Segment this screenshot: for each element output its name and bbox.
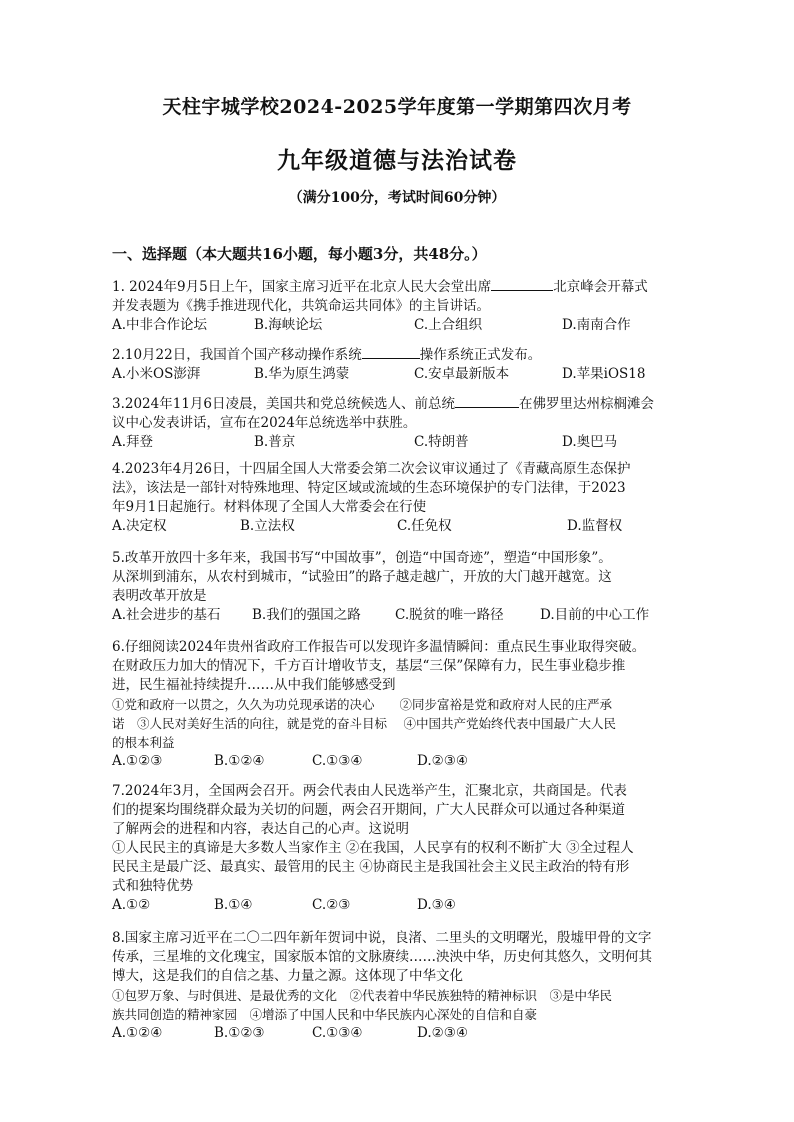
question-4 bbox=[112, 460, 692, 536]
question-6-stem: 6.仔细阅读2024年贵州省政府工作报告可以发现许多温情瞬间：重点民生事业取得突破。 bbox=[112, 639, 646, 655]
question-4-stem-cont: 年9月1日起施行。材料体现了全国人大常委会在行使 bbox=[112, 499, 427, 515]
question-8-stem-cont: 博大，这是我们的自信之基、力量之源。这体现了中华文化 bbox=[112, 968, 463, 984]
exam-subject-title: 九年级道德与法治试卷 bbox=[277, 147, 517, 174]
question-5-stem-cont: 从深圳到浦东，从农村到城市，“试验田”的路子越走越广，开放的大门越开越宽。这 bbox=[112, 569, 612, 585]
question-8-statement: 族共同创造的精神家园 ④增添了中国人民和中华民族内心深处的自信和自豪 bbox=[112, 1007, 538, 1022]
option-a: A.小米OS澎湃 bbox=[112, 366, 201, 382]
option-a: A.①②③ bbox=[112, 753, 163, 769]
question-1-options bbox=[112, 316, 692, 335]
question-2-options bbox=[112, 365, 692, 384]
question-4-options bbox=[112, 517, 692, 536]
option-b: B.①④ bbox=[214, 897, 253, 913]
option-c: C.任免权 bbox=[397, 518, 452, 534]
question-6-statement: 的根本利益 bbox=[112, 735, 175, 750]
question-8-statement: ①包罗万象、与时俱进、是最优秀的文化 ②代表着中华民族独特的精神标识 ③是中华民 bbox=[112, 988, 613, 1003]
option-a: A.①②④ bbox=[112, 1025, 163, 1041]
option-b: B.立法权 bbox=[240, 518, 295, 534]
question-1-stem: 1. 2024年9月5日上午，国家主席习近平在北京人民大会堂出席 bbox=[112, 279, 492, 295]
question-4-stem-cont: 法》，该法是一部针对特殊地理、特定区域或流域的生态环境保护的专门法律，于2023 bbox=[112, 480, 626, 496]
option-b: B.①②④ bbox=[214, 753, 265, 769]
question-8-stem-cont: 传承，三星堆的文化瑰宝，国家版本馆的文脉赓续……泱泱中华，历史何其悠久，文明何其 bbox=[112, 949, 652, 965]
option-a: A.拜登 bbox=[112, 434, 154, 450]
option-b: B.海峡论坛 bbox=[254, 317, 323, 333]
option-d: D.南南合作 bbox=[562, 317, 631, 333]
section-heading: 一、选择题（本大题共16小题，每小题3分，共48分。） bbox=[112, 245, 487, 263]
exam-score-note: （满分100分，考试时间60分钟） bbox=[288, 190, 506, 206]
option-b: B.①②③ bbox=[214, 1025, 265, 1041]
question-6-stem-cont: 在财政压力加大的情况下，千方百计增收节支，基层“三保”保障有力，民生事业稳步推 bbox=[112, 658, 626, 674]
option-b: B.我们的强国之路 bbox=[252, 607, 361, 623]
question-8 bbox=[112, 929, 692, 1043]
option-c: C.安卓最新版本 bbox=[414, 366, 510, 382]
question-6-statement: ①党和政府一以贯之，久久为功兑现承诺的决心 ②同步富裕是党和政府对人民的庄严承 bbox=[112, 697, 613, 712]
question-6 bbox=[112, 638, 692, 771]
question-6-statement: 诺 ③人民对美好生活的向往，就是党的奋斗目标 ④中国共产党始终代表中国最广大人民 bbox=[112, 716, 616, 731]
question-3-options bbox=[112, 433, 692, 452]
question-5-stem: 5.改革开放四十多年来，我国书写“中国故事”，创造“中国奇迹”，塑造“中国形象”。 bbox=[112, 550, 612, 566]
option-c: C.②③ bbox=[312, 897, 351, 913]
question-5 bbox=[112, 549, 692, 625]
question-8-options bbox=[112, 1024, 692, 1043]
option-c: C.特朗普 bbox=[414, 434, 469, 450]
option-a: A.①② bbox=[112, 897, 151, 913]
question-2: 2.10月22日，我国首个国产移动操作系统 操作系统正式发布。 A.小米OS澎湃 B.华为原生鸿蒙 C.安卓最新版本 D.苹果iOS18 bbox=[112, 344, 692, 384]
answer-blank bbox=[455, 393, 519, 408]
question-5-options bbox=[112, 606, 692, 625]
option-c: C.上合组织 bbox=[414, 317, 483, 333]
option-d: D.③④ bbox=[417, 897, 456, 913]
option-d: D.②③④ bbox=[417, 753, 468, 769]
question-7-stem-cont: 了解两会的进程和内容，表达自己的心声。这说明 bbox=[112, 821, 409, 837]
answer-blank bbox=[491, 276, 553, 291]
question-3-stem-cont: 议中心发表讲话，宣布在2024年总统选举中获胜。 bbox=[112, 415, 417, 431]
option-b: B.普京 bbox=[254, 434, 296, 450]
option-c: C.①③④ bbox=[312, 753, 363, 769]
question-4-stem: 4.2023年4月26日，十四届全国人大常委会第二次会议审议通过了《青藏高原生态保护 bbox=[112, 461, 631, 477]
question-7-stem: 7.2024年3月，全国两会召开。两会代表由人民选举产生，汇聚北京，共商国是。代表 bbox=[112, 783, 627, 799]
option-d: D.目前的中心工作 bbox=[540, 607, 650, 623]
school-title: 天柱宇城学校2024-2025学年度第一学期第四次月考 bbox=[162, 96, 632, 118]
option-d: D.监督权 bbox=[567, 518, 623, 534]
option-d: D.②③④ bbox=[417, 1025, 468, 1041]
question-2-stem: 2.10月22日，我国首个国产移动操作系统 bbox=[112, 347, 362, 363]
question-6-options bbox=[112, 752, 692, 771]
question-7-statement: 民民主是最广泛、最真实、最管用的民主 ④协商民主是我国社会主义民主政治的特有形 bbox=[112, 859, 630, 875]
option-b: B.华为原生鸿蒙 bbox=[254, 366, 350, 382]
question-7 bbox=[112, 782, 692, 915]
answer-blank bbox=[362, 344, 420, 359]
option-d: D.苹果iOS18 bbox=[562, 366, 646, 382]
question-8-stem: 8.国家主席习近平在二〇二四年新年贺词中说，良渚、二里头的文明曙光，殷墟甲骨的文字 bbox=[112, 930, 652, 946]
question-7-statement: 式和独特优势 bbox=[112, 878, 193, 894]
question-7-options bbox=[112, 896, 692, 915]
question-3: 3.2024年11月6日凌晨，美国共和党总统候选人、前总统 在佛罗里达州棕榈滩会 议中心发表讲话，宣布在2024年总统选举中获胜。 A.拜登 B.普京 C.特朗普 D.奥巴马 bbox=[112, 393, 692, 452]
option-c: C.①③④ bbox=[312, 1025, 363, 1041]
question-6-stem-cont: 进，民生福祉持续提升……从中我们能够感受到 bbox=[112, 677, 396, 693]
question-1-stem-cont: 并发表题为《携手推进现代化，共筑命运共同体》的主旨讲话。 bbox=[112, 298, 490, 314]
option-a: A.决定权 bbox=[112, 518, 167, 534]
question-7-statement: ①人民民主的真谛是大多数人当家作主 ②在我国，人民享有的权利不断扩大 ③全过程人 bbox=[112, 840, 634, 856]
option-a: A.社会进步的基石 bbox=[112, 607, 221, 623]
question-7-stem-cont: 们的提案均围绕群众最为关切的问题，两会召开期间，广大人民群众可以通过各种渠道 bbox=[112, 802, 625, 818]
question-1: 1. 2024年9月5日上午，国家主席习近平在北京人民大会堂出席 北京峰会开幕式 并发表题为《携手推进现代化，共筑命运共同体》的主旨讲话。 A.中非合作论坛 B.海峡论坛 C.上合组织 D.南南合作 bbox=[112, 276, 692, 335]
option-d: D.奥巴马 bbox=[562, 434, 618, 450]
question-5-stem-cont: 表明改革开放是 bbox=[112, 588, 207, 604]
question-3-stem: 3.2024年11月6日凌晨，美国共和党总统候选人、前总统 bbox=[112, 396, 456, 412]
option-c: C.脱贫的唯一路径 bbox=[395, 607, 504, 623]
option-a: A.中非合作论坛 bbox=[112, 317, 208, 333]
